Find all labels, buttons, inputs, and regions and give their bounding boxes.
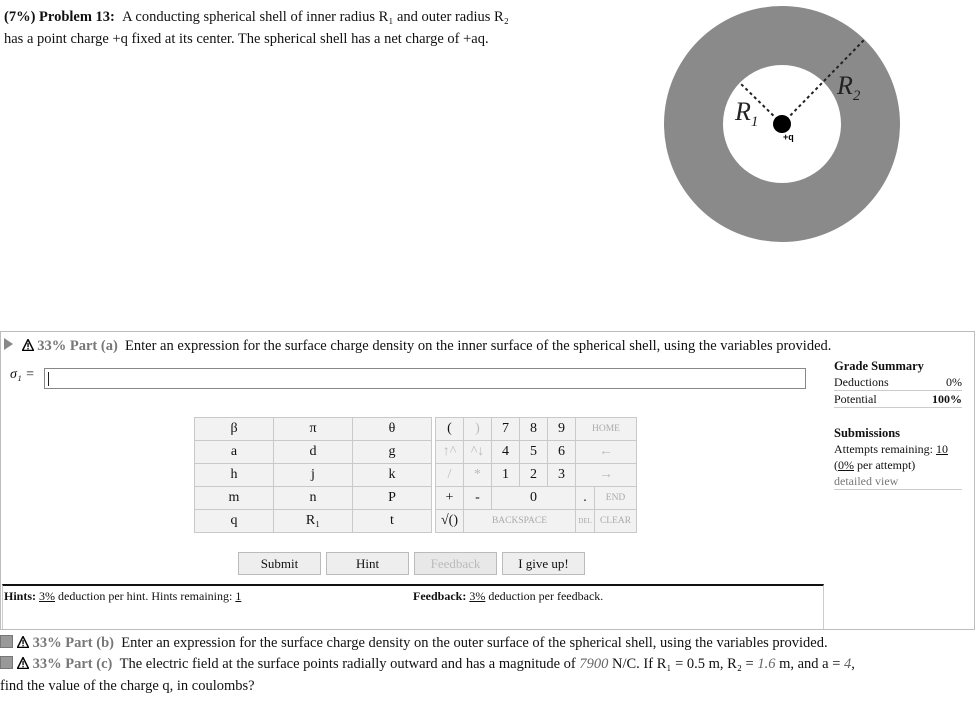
part-c-header: 33% Part (c) The electric field at the surface points radially outward and has a magnitude of 7900 N/C. If R₁ = 0.5 m, R₂ = 1.6 m, and a = 4, find the value of the charge q, in coulombs? bbox=[0, 656, 855, 694]
a-value: 4 bbox=[844, 656, 852, 672]
feedback-info bbox=[413, 589, 603, 604]
key-close-paren[interactable]: ) bbox=[464, 418, 492, 441]
key-8[interactable]: 8 bbox=[520, 418, 548, 441]
problem-text-1: A conducting spherical shell of inner radius R₁ and outer radius R₂ bbox=[122, 9, 509, 25]
key-q[interactable]: q bbox=[195, 510, 274, 533]
r2-value: 1.6 bbox=[757, 656, 776, 672]
key-m[interactable]: m bbox=[195, 487, 274, 510]
key-subscript[interactable]: ^↓ bbox=[464, 441, 492, 464]
part-c-percent: 33% bbox=[32, 656, 62, 672]
key-g[interactable]: g bbox=[353, 441, 432, 464]
key-3[interactable]: 3 bbox=[548, 464, 576, 487]
e-field-value: 7900 bbox=[579, 656, 609, 672]
r2-label: $R_2$ bbox=[837, 71, 861, 104]
key-n[interactable]: n bbox=[274, 487, 353, 510]
key-h[interactable]: h bbox=[195, 464, 274, 487]
hints-info bbox=[4, 589, 241, 604]
hints-label: Hints: bbox=[4, 589, 37, 603]
hint-text: deduction per hint. Hints remaining: bbox=[58, 589, 233, 603]
submissions-title: Submissions bbox=[834, 426, 901, 440]
r1-label: $R_1$ bbox=[735, 97, 759, 130]
per-attempt-row: (0% per attempt) bbox=[834, 458, 916, 472]
key-9[interactable]: 9 bbox=[548, 418, 576, 441]
feedback-deduction: 3% bbox=[469, 589, 486, 603]
hint-button[interactable]: Hint bbox=[326, 552, 409, 575]
key-0[interactable]: 0 bbox=[492, 487, 576, 510]
key-divide[interactable]: / bbox=[436, 464, 464, 487]
problem-line-1 bbox=[4, 6, 644, 28]
answer-input[interactable] bbox=[44, 368, 806, 389]
problem-weight: (7%) bbox=[4, 9, 36, 25]
key-open-paren[interactable]: ( bbox=[436, 418, 464, 441]
feedback-text: deduction per feedback. bbox=[488, 589, 604, 603]
key-1[interactable]: 1 bbox=[492, 464, 520, 487]
part-c-label: Part (c) bbox=[65, 656, 113, 672]
problem-text-2: has a point charge +q fixed at its center. The spherical shell has a net charge of +aq. bbox=[4, 31, 489, 47]
key-right-arrow[interactable]: → bbox=[576, 464, 637, 487]
grade-summary-title: Grade Summary bbox=[834, 359, 924, 373]
key-plus[interactable]: + bbox=[436, 487, 464, 510]
key-home[interactable]: HOME bbox=[576, 418, 637, 441]
key-t[interactable]: t bbox=[353, 510, 432, 533]
part-b-prompt: Enter an expression for the surface charge density on the outer surface of the spherical shell, using the variables provided. bbox=[121, 635, 828, 651]
text-caret bbox=[48, 372, 49, 386]
number-keypad bbox=[435, 417, 637, 533]
key-del[interactable]: DEL bbox=[576, 510, 595, 533]
part-a-label: Part (a) bbox=[69, 338, 118, 354]
part-a-prompt: Enter an expression for the surface charge density on the inner surface of the spherical shell, using the variables provided. bbox=[125, 338, 832, 354]
key-multiply[interactable]: * bbox=[464, 464, 492, 487]
key-clear[interactable]: CLEAR bbox=[595, 510, 637, 533]
part-c-line2: find the value of the charge q, in coulombs? bbox=[0, 678, 255, 694]
key-superscript[interactable]: ↑^ bbox=[436, 441, 464, 464]
key-sqrt[interactable]: √() bbox=[436, 510, 464, 533]
problem-statement bbox=[4, 6, 644, 50]
watermark: ©theexpertta.com bbox=[838, 228, 939, 243]
problem-number: Problem 13: bbox=[39, 9, 115, 25]
key-k[interactable]: k bbox=[353, 464, 432, 487]
key-beta[interactable]: β bbox=[195, 418, 274, 441]
deductions-row: Deductions 0% bbox=[834, 375, 962, 389]
point-charge bbox=[773, 115, 791, 133]
detailed-view-link[interactable]: detailed view bbox=[834, 473, 962, 490]
variable-keypad bbox=[194, 417, 432, 533]
key-left-arrow[interactable]: ← bbox=[576, 441, 637, 464]
part-c-checkbox-icon[interactable] bbox=[0, 656, 13, 669]
part-a-percent: 33% bbox=[37, 338, 67, 354]
key-P[interactable]: P bbox=[353, 487, 432, 510]
key-a[interactable]: a bbox=[195, 441, 274, 464]
feedback-label: Feedback: bbox=[413, 589, 467, 603]
key-backspace[interactable]: BACKSPACE bbox=[464, 510, 576, 533]
key-theta[interactable]: θ bbox=[353, 418, 432, 441]
feedback-button[interactable]: Feedback bbox=[414, 552, 497, 575]
key-5[interactable]: 5 bbox=[520, 441, 548, 464]
warning-icon bbox=[22, 339, 34, 351]
spherical-shell-diagram bbox=[660, 0, 978, 320]
grade-summary bbox=[834, 358, 962, 490]
potential-row: Potential 100% bbox=[834, 392, 962, 406]
key-6[interactable]: 6 bbox=[548, 441, 576, 464]
shell-figure bbox=[660, 0, 978, 325]
attempts-row: Attempts remaining: 10 bbox=[834, 442, 948, 456]
key-4[interactable]: 4 bbox=[492, 441, 520, 464]
key-2[interactable]: 2 bbox=[520, 464, 548, 487]
part-b-percent: 33% bbox=[32, 635, 62, 651]
hint-deduction: 3% bbox=[39, 589, 56, 603]
charge-label: +q bbox=[783, 132, 794, 142]
part-b-checkbox-icon[interactable] bbox=[0, 635, 13, 648]
key-7[interactable]: 7 bbox=[492, 418, 520, 441]
key-R1[interactable]: R₁ bbox=[274, 510, 353, 533]
key-j[interactable]: j bbox=[274, 464, 353, 487]
key-dot[interactable]: . bbox=[576, 487, 595, 510]
key-end[interactable]: END bbox=[595, 487, 637, 510]
part-b-label: Part (b) bbox=[65, 635, 114, 651]
hints-remaining: 1 bbox=[235, 589, 242, 603]
part-a-header bbox=[4, 336, 831, 356]
warning-icon bbox=[17, 657, 29, 669]
key-minus[interactable]: - bbox=[464, 487, 492, 510]
part-b-header bbox=[0, 633, 978, 653]
warning-icon bbox=[17, 636, 29, 648]
sigma1-label: σ₁ = bbox=[10, 367, 35, 382]
submit-button[interactable]: Submit bbox=[238, 552, 321, 575]
expand-arrow-icon[interactable] bbox=[4, 338, 13, 350]
give-up-button[interactable]: I give up! bbox=[502, 552, 585, 575]
key-d[interactable]: d bbox=[274, 441, 353, 464]
key-pi[interactable]: π bbox=[274, 418, 353, 441]
